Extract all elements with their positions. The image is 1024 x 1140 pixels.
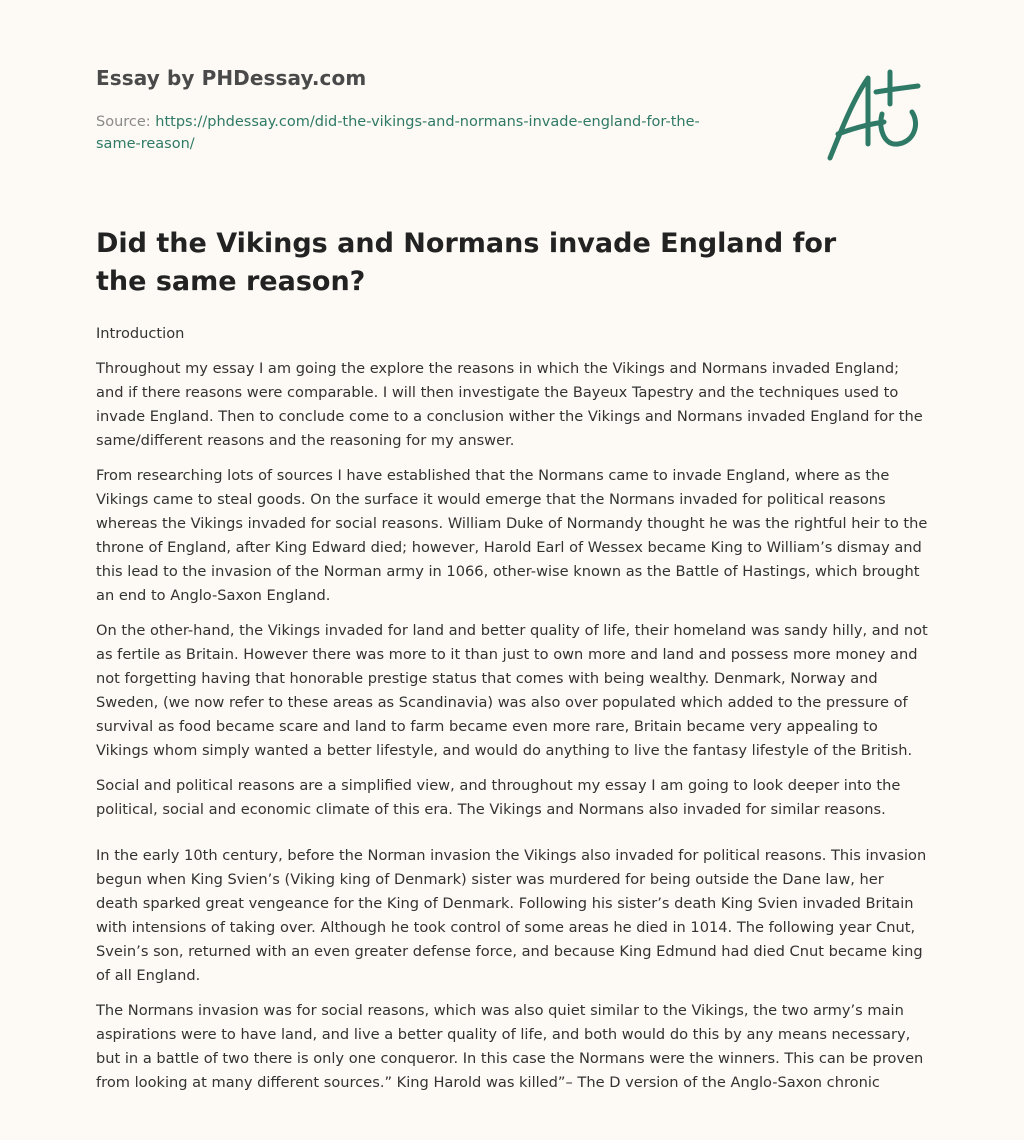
source-label: Source: bbox=[96, 114, 156, 130]
essay-title: Did the Vikings and Normans invade England for the same reason? bbox=[96, 228, 837, 297]
paragraph-2: From researching lots of sources I have established that the Normans came to invade England, where as the Vikings came to steal goods. On the surface it would emerge that the Normans invaded for political reasons whereas the Vikings invaded for social reasons. William Duke of Normandy thought he was the rightful heir to the throne of England, after King Edward died; however, Harold Earl of Wessex became King to William’s dismay and this lead to the invasion of the Norman army in 1066, other-wise known as the Battle of Hastings, which brought an end to Anglo-Saxon England. bbox=[96, 467, 928, 604]
paragraph-6: The Normans invasion was for social reasons, which was also quiet similar to the Vikings, the two army’s main aspirations were to have land, and live a better quality of life, and both would do this by any means necessary, but in a battle of two there is only one conqueror. In this case the Normans were the winners. This can be proven from looking at many different sources.” King Harold was killed”– The D version of the Anglo-Saxon chronic bbox=[96, 1002, 924, 1091]
introduction-heading: Introduction bbox=[96, 325, 185, 342]
essay-body bbox=[96, 322, 928, 1106]
paragraph-1: Throughout my essay I am going the explore the reasons in which the Vikings and Normans invaded England; and if there reasons were comparable. I will then investigate the Bayeux Tapestry and the techniques used to invade England. Then to conclude come to a conclusion wither the Vikings and Normans invaded England for the same/different reasons and the reasoning for my answer. bbox=[96, 360, 923, 449]
source-line bbox=[96, 111, 736, 155]
source-link[interactable]: https://phdessay.com/did-the-vikings-and-normans-invade-england-for-the-same-reason/ bbox=[96, 114, 700, 152]
paragraph-5: In the early 10th century, before the Norman invasion the Vikings also invaded for political reasons. This invasion begun when King Svien’s (Viking king of Denmark) sister was murdered for being outside the Dane law, her death sparked great vengeance for the King of Denmark. Following his sister’s death King Svien invaded Britain with intensions of taking over. Although he took control of some areas he died in 1014. The following year Cnut, Svein’s son, returned with an even greater defense force, and because King Edmund had died Cnut became king of all England. bbox=[96, 847, 927, 984]
a-plus-logo-icon bbox=[824, 68, 924, 164]
paragraph-4: Social and political reasons are a simplified view, and throughout my essay I am going to look deeper into the political, social and economic climate of this era. The Vikings and Normans also invaded for similar reasons. bbox=[96, 777, 901, 818]
site-brand: Essay by PHDessay.com bbox=[96, 66, 367, 90]
paragraph-3: On the other-hand, the Vikings invaded for land and better quality of life, their homeland was sandy hilly, and not as fertile as Britain. However there was more to it than just to own more and land and possess more money and not forgetting having that honorable prestige status that comes with being wealthy. Denmark, Norway and Sweden, (we now refer to these areas as Scandinavia) was also over populated which added to the pressure of survival as food became scare and land to farm became even more rare, Britain became very appealing to Vikings whom simply wanted a better lifestyle, and would do anything to live the fantasy lifestyle of the British. bbox=[96, 622, 928, 759]
